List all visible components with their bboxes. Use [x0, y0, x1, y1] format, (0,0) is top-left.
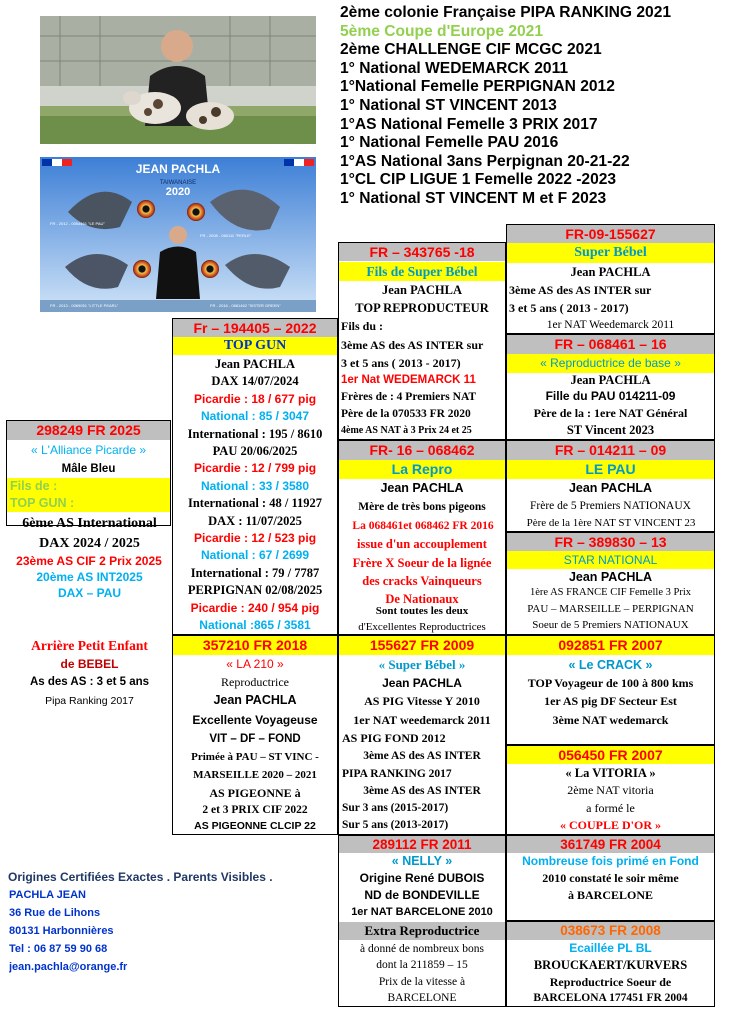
father-result-line: Picardie : 240 / 954 pig [190, 600, 320, 615]
vitoria-ring: 056450 FR 2007 [507, 746, 714, 764]
father-result-line: International : 195 / 8610 [187, 426, 323, 441]
subject-top-gun: TOP GUN : [7, 495, 170, 512]
title-line: 1°National Femelle PERPIGNAN 2012 [340, 78, 615, 96]
father-result-line: International : 48 / 11927 [187, 496, 323, 511]
father-result-line: National : 85 / 3047 [200, 409, 310, 424]
ggd2-line-3: PAU – MARSEILLE – PERPIGNAN [527, 603, 694, 615]
b7-line-4: BARCELONA 177451 FR 2004 [533, 992, 688, 1004]
granddam-line-7: De Nationaux [385, 592, 459, 606]
dam-line-7: AS PIGEONNE à [209, 786, 301, 800]
breeder-photo [40, 16, 316, 144]
ggd1-name: « Reproductrice de base » [507, 354, 714, 373]
nelly-line-6: dont la 211859 – 15 [376, 959, 468, 971]
b6-line-2: 2010 constaté le soir même [542, 871, 679, 885]
ggd2-name: STAR NATIONAL [507, 551, 714, 569]
granddam-line-2: Mère de très bons pigeons [358, 501, 486, 513]
contact-name: PACHLA JEAN [9, 889, 87, 901]
ggd2-line-4: Soeur de 5 Premiers NATIONAUX [532, 619, 689, 631]
dam-line-8: 2 et 3 PRIX CIF 2022 [202, 804, 308, 816]
father-result-line: PERPIGNAN 02/08/2025 [187, 583, 323, 598]
dam-sire-name: « Super Bébel » [378, 657, 466, 672]
nelly-line-2: ND de BONDEVILLE [364, 888, 480, 902]
ggd1-line-4: ST Vincent 2023 [566, 423, 655, 437]
father-name: TOP GUN [173, 337, 337, 355]
grandsire-name: Fils de Super Bébel [339, 262, 505, 281]
pigeon-poster [40, 157, 316, 312]
ggd1-line-3: Père de la : 1ere NAT Général [533, 406, 688, 420]
dam-sire-line-6: PIPA RANKING 2017 [342, 768, 452, 780]
ggd1-line-2: Fille du PAU 014211-09 [545, 389, 676, 403]
poster-year: 2020 [165, 186, 191, 198]
certification-note: Origines Certifiées Exactes . Parents Visibles . [8, 870, 273, 884]
dam-sire-line-1: Jean PACHLA [382, 676, 462, 690]
poster-bird-label-1: FR - 2012 - 0054461 "LE PAU" [50, 221, 105, 226]
granddam-line-1: Jean PACHLA [380, 481, 464, 495]
subject-gen-4: Pipa Ranking 2017 [45, 695, 134, 707]
dam-sire-line-9: Sur 5 ans (2013-2017) [342, 819, 449, 831]
titles-list [340, 4, 735, 209]
title-line: 1°AS National 3ans Perpignan 20-21-22 [340, 152, 630, 170]
dam-sire-line-4: AS PIG FOND 2012 [342, 731, 446, 745]
title-line: 1°CL CIP LIGUE 1 Femelle 2022 -2023 [340, 171, 617, 189]
crack-line-2: 1er AS pig DF Secteur Est [544, 694, 677, 708]
grandsire-line-9: 4ème AS NAT à 3 Prix 24 et 25 [341, 425, 472, 436]
ggd2-line-2: 1ère AS FRANCE CIF Femelle 3 Prix [529, 587, 691, 598]
vitoria-line-2: a formé le [586, 801, 635, 815]
crack-name: « Le CRACK » [568, 658, 653, 672]
dam-name: « LA 210 » [226, 657, 284, 671]
father-result-line: DAX : 11/07/2025 [208, 513, 302, 528]
father-ring: Fr – 194405 – 2022 [173, 319, 337, 337]
grandsire-line-7: Frères de : 4 Premiers NAT [341, 391, 477, 403]
grandsire-line-4: 3ème AS des AS INTER sur [341, 338, 484, 352]
grandsire-line-2: TOP REPRODUCTEUR [355, 301, 489, 315]
title-line: 1° National Femelle PAU 2016 [340, 134, 559, 152]
subject-gen-3: As des AS : 3 et 5 ans [29, 676, 150, 688]
title-line: 1°AS National Femelle 3 PRIX 2017 [340, 115, 598, 133]
grandsire-line-8: Père de la 070533 FR 2020 [341, 408, 471, 420]
dam-line-2: Jean PACHLA [213, 693, 297, 707]
granddam-line-4: issue d'un accouplement [357, 537, 487, 551]
b6-line-1: Nombreuse fois primé en Fond [522, 854, 699, 868]
ggs-name: Super Bébel [507, 243, 714, 263]
dam-line-6: MARSEILLE 2020 – 2021 [193, 769, 317, 781]
father-result-line: National : 33 / 3580 [200, 478, 310, 493]
contact-email[interactable]: jean.pachla@orange.fr [9, 961, 128, 973]
dam-sire-ring: 155627 FR 2009 [339, 636, 505, 655]
crack-line-3: 3ème NAT wedemarck [552, 713, 669, 727]
ggs-ring: FR-09-155627 [507, 225, 714, 243]
granddam-ring: FR- 16 – 068462 [339, 441, 505, 460]
vitoria-line-1: 2ème NAT vitoria [567, 783, 654, 797]
grandsire-ring: FR – 343765 -18 [339, 243, 505, 261]
dam-line-9: AS PIGEONNE CLCIP 22 [194, 820, 316, 832]
nelly-line-1: Origine René DUBOIS [359, 871, 485, 885]
grandsire-line-1: Jean PACHLA [382, 283, 462, 297]
title-line: 5ème Coupe d'Europe 2021 [340, 22, 544, 40]
poster-bird-label-4: FR - 2016 - 0681462 "SISTER GREEN" [210, 303, 281, 308]
granddam-line-8: Sont toutes les deux [375, 605, 469, 617]
subject-line-3: 23ème AS CIF 2 Prix 2025 [16, 554, 162, 568]
grandsire-line-5: 3 et 5 ans ( 2013 - 2017) [341, 356, 461, 370]
b7-line-3: Reproductrice Soeur de [549, 975, 672, 989]
poster-bird-label-3: FR - 2013 - 0069051 "LITTLE PEARL" [50, 303, 119, 308]
dam-line-1: Reproductrice [221, 675, 289, 689]
father-result-line: Picardie : 12 / 799 pig [193, 461, 317, 476]
subject-fils-de: Fils de : [7, 478, 170, 495]
crack-ring: 092851 FR 2007 [507, 636, 714, 655]
ggs-line-3: 3 et 5 ans ( 2013 - 2017) [509, 301, 629, 315]
poster-tag: TAIWANAISE [159, 180, 197, 186]
ggd1-line-1: Jean PACHLA [570, 373, 651, 387]
dam-line-4: VIT – DF – FOND [209, 733, 301, 745]
father-result-line: International : 79 / 7787 [190, 565, 320, 580]
ggd2-ring: FR – 389830 – 13 [507, 533, 714, 551]
ggs-line-4: 1er NAT Weedemarck 2011 [546, 319, 675, 331]
contact-city: 80131 Harbonnières [9, 925, 114, 937]
title-line: 2ème colonie Française PIPA RANKING 2021 [340, 4, 672, 21]
subject-line-1: 6ème AS International [22, 516, 157, 531]
grandsire-line-6: 1er Nat WEDEMARCK 11 [341, 374, 476, 386]
grandsire-line-3: Fils du : [341, 319, 384, 333]
ggd2-line-1: Jean PACHLA [568, 570, 653, 584]
dam-sire-line-7: 3ème AS des AS INTER [363, 785, 481, 797]
ggs2-line-3: Père de la 1ère NAT ST VINCENT 23 [526, 517, 696, 529]
nelly-name: « NELLY » [391, 854, 453, 868]
dam-sire-line-5: 3ème AS des AS INTER [363, 750, 481, 762]
title-line: 1° National ST VINCENT M et F 2023 [340, 189, 607, 207]
b6-line-3: à BARCELONE [567, 888, 653, 902]
granddam-line-3: La 068461et 068462 FR 2016 [352, 520, 494, 532]
subject-line-5: DAX – PAU [57, 586, 122, 600]
subject-gen-2: de BEBEL [60, 657, 119, 671]
subject-line-2: DAX 2024 / 2025 [39, 536, 140, 551]
granddam-line-6: des cracks Vainqueurs [362, 574, 482, 588]
subject-line-4: 20ème AS INT2025 [36, 570, 143, 584]
b6-ring: 361749 FR 2004 [507, 836, 714, 853]
dam-ring: 357210 FR 2018 [173, 636, 337, 655]
ggs2-line-2: Frère de 5 Premiers NATIONAUX [530, 500, 691, 512]
dam-sire-line-2: AS PIG Vitesse Y 2010 [364, 694, 480, 708]
ggs-line-1: Jean PACHLA [570, 265, 651, 279]
father-result-line: Jean PACHLA [215, 357, 295, 371]
father-result-line: PAU 20/06/2025 [212, 444, 298, 458]
dam-sire-line-3: 1er NAT weedemarck 2011 [353, 713, 491, 727]
poster-name: JEAN PACHLA [135, 162, 221, 176]
ggs2-ring: FR – 014211 – 09 [507, 441, 714, 460]
dam-sire-line-8: Sur 3 ans (2015-2017) [342, 802, 449, 814]
poster-bird-label-2: FR - 2008 - 060111 "PERLE" [200, 233, 252, 238]
vitoria-name: « La VITORIA » [565, 766, 656, 780]
nelly-line-7: Prix de la vitesse à [378, 976, 466, 988]
nelly-line-8: BARCELONE [387, 992, 457, 1004]
title-line: 2ème CHALLENGE CIF MCGC 2021 [340, 41, 602, 59]
vitoria-line-3: « COUPLE D'OR » [559, 818, 661, 832]
crack-line-1: TOP Voyageur de 100 à 800 kms [527, 676, 694, 690]
granddam-line-9: d'Excellentes Reproductrices [358, 621, 486, 633]
title-line: 1° National ST VINCENT 2013 [340, 96, 557, 114]
nelly-line-5: à donné de nombreux bons [360, 943, 484, 955]
father-result-line: DAX 14/07/2024 [211, 374, 299, 389]
dam-line-3: Excellente Voyageuse [192, 713, 318, 727]
title-line: 1° National WEDEMARCK 2011 [340, 59, 569, 77]
subject-sex: Mâle Bleu [61, 463, 116, 475]
father-result-line: Picardie : 12 / 523 pig [193, 531, 317, 545]
contact-street: 36 Rue de Lihons [9, 907, 101, 919]
dam-line-5: Primée à PAU – ST VINC - [191, 751, 319, 763]
granddam-name: La Repro [339, 460, 505, 479]
nelly-line-3: 1er NAT BARCELONE 2010 [351, 906, 493, 918]
granddam-line-5: Frère X Soeur de la lignée [352, 556, 492, 570]
ggs-line-2: 3ème AS des AS INTER sur [509, 283, 652, 297]
contact-phone: Tel : 06 87 59 90 68 [9, 943, 108, 955]
nelly-ring: 289112 FR 2011 [339, 836, 505, 853]
father-result-line: National :865 / 3581 [199, 618, 311, 632]
subject-name: « L'Alliance Picarde » [30, 443, 147, 457]
father-result-line: National : 67 / 2699 [200, 548, 310, 563]
nelly-line-4: Extra Reproductrice [339, 922, 505, 940]
father-result-line: Picardie : 18 / 677 pig [193, 391, 317, 406]
ggs2-name: LE PAU [507, 460, 714, 479]
subject-gen-1: Arrière Petit Enfant [31, 638, 148, 653]
b7-ring: 038673 FR 2008 [507, 922, 714, 940]
b7-line-1: Ecaillée PL BL [569, 941, 652, 955]
b7-line-2: BROUCKAERT/KURVERS [533, 958, 688, 972]
ggs2-line-1: Jean PACHLA [568, 481, 653, 495]
ggd1-ring: FR – 068461 – 16 [507, 335, 714, 354]
subject-ring: 298249 FR 2025 [7, 421, 170, 440]
